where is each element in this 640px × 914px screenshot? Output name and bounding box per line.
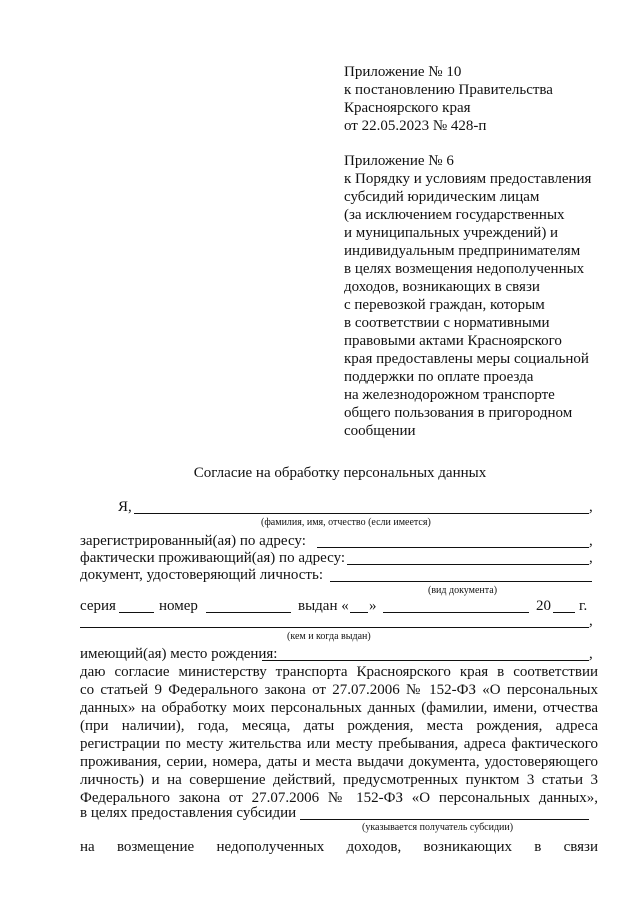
body-line: регистрации по месту жительства или месту пребывания, адреса фактического <box>80 736 598 752</box>
birthplace-field[interactable] <box>262 660 589 661</box>
header-line: Приложение № 6 <box>344 153 454 169</box>
label-issued: выдан « <box>298 598 349 614</box>
header-line: сообщении <box>344 423 416 439</box>
registered-address-field[interactable] <box>317 547 589 548</box>
appendix-header-10 <box>344 63 553 135</box>
header-line: Приложение № 10 <box>344 64 462 80</box>
header-line: к постановлению Правительства <box>344 82 553 98</box>
header-line: субсидий юридическим лицам <box>344 189 540 205</box>
subsidy-recipient-field[interactable] <box>300 819 589 820</box>
body-line: даю согласие министерству транспорта Красноярского края в соответствии <box>80 664 598 680</box>
comma: , <box>589 533 593 549</box>
issued-month-field[interactable] <box>383 612 529 613</box>
document-type-field[interactable] <box>330 581 592 582</box>
issued-year-field[interactable] <box>553 612 575 613</box>
label-document: документ, удостоверяющий личность: <box>80 567 323 583</box>
body-line: (при наличии), года, месяца, даты рождения, места рождения, адреса <box>80 718 598 734</box>
header-line: поддержки по оплате проезда <box>344 369 534 385</box>
header-line: правовыми актами Красноярского <box>344 333 562 349</box>
header-line: с перевозкой граждан, которым <box>344 297 545 313</box>
quote-close: » <box>369 598 377 614</box>
header-line: к Порядку и условиям предоставления <box>344 171 592 187</box>
label-series: серия <box>80 598 116 614</box>
body-line: личность) и на совершение действий, предусмотренных пунктом 3 статьи 3 <box>80 772 598 788</box>
label-ya: Я, <box>118 499 132 515</box>
body-line: Федерального закона от 27.07.2006 № 152-ФЗ «О персональных данных», <box>80 790 598 806</box>
purpose-hint: (указывается получатель субсидии) <box>362 822 514 833</box>
comma: , <box>589 550 593 566</box>
header-line: на железнодорожном транспорте <box>344 387 555 403</box>
series-field[interactable] <box>119 612 154 613</box>
header-line: от 22.05.2023 № 428-п <box>344 118 487 134</box>
header-line: края предоставлены меры социальной <box>344 351 589 367</box>
comma: , <box>589 499 593 515</box>
label-birthplace: имеющий(ая) место рождения: <box>80 646 278 662</box>
header-line: общего пользования в пригородном <box>344 405 573 421</box>
fio-hint: (фамилия, имя, отчество (если имеется) <box>261 517 431 528</box>
issued-by-field[interactable] <box>80 627 589 628</box>
body-line: данных» на обработку моих персональных данных (фамилии, имени, отчества <box>80 700 598 716</box>
issued-hint: (кем и когда выдан) <box>287 631 371 642</box>
fio-field[interactable] <box>134 513 589 514</box>
comma: , <box>589 646 593 662</box>
number-field[interactable] <box>206 612 291 613</box>
label-registered: зарегистрированный(ая) по адресу: <box>80 533 306 549</box>
header-line: в целях возмещения недополученных <box>344 261 585 277</box>
issued-day-field[interactable] <box>350 612 368 613</box>
header-line: в соответствии с нормативными <box>344 315 550 331</box>
header-line: (за исключением государственных <box>344 207 565 223</box>
document-title: Согласие на обработку персональных данных <box>193 465 487 481</box>
comma: , <box>589 613 593 629</box>
label-living: фактически проживающий(ая) по адресу: <box>80 550 346 566</box>
body-line: проживания, серии, номера, даты и места выдачи документа, удостоверяющего <box>80 754 598 770</box>
body-last-line: на возмещение недополученных доходов, возникающих в связи <box>80 839 598 855</box>
living-address-field[interactable] <box>347 564 589 565</box>
year-prefix: 20 <box>536 598 551 614</box>
header-line: индивидуальным предпринимателям <box>344 243 581 259</box>
year-suffix: г. <box>579 598 588 614</box>
header-line: Красноярского края <box>344 100 471 116</box>
doc-hint: (вид документа) <box>428 585 498 596</box>
appendix-header-6 <box>344 152 591 440</box>
label-purpose: в целях предоставления субсидии <box>80 805 297 821</box>
header-line: доходов, возникающих в связи <box>344 279 540 295</box>
label-number: номер <box>159 598 198 614</box>
header-line: и муниципальных учреждений) и <box>344 225 559 241</box>
body-line: со статьей 9 Федерального закона от 27.07.2006 № 152-ФЗ «О персональных <box>80 682 598 698</box>
